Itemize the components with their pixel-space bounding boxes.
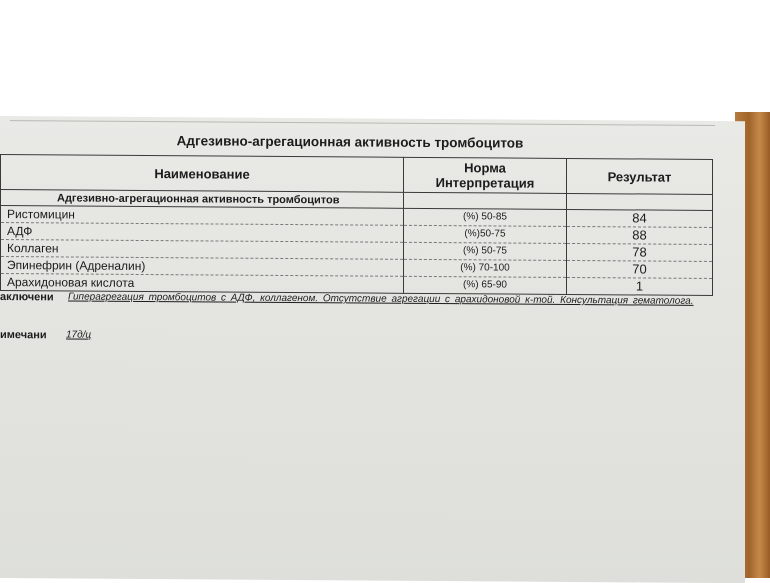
note-label: имечани bbox=[0, 329, 47, 342]
header-norm-line2: Интерпретация bbox=[435, 175, 535, 191]
row-result: 88 bbox=[567, 226, 713, 244]
conclusion-label: аключени bbox=[0, 291, 54, 304]
row-norm: (%) 50-75 bbox=[404, 242, 567, 260]
section-result-cell bbox=[567, 193, 713, 210]
row-result: 84 bbox=[567, 209, 713, 227]
row-name: Коллаген bbox=[1, 240, 404, 260]
note-text: 17д/ц bbox=[66, 329, 92, 341]
section-title: Адгезивно-агрегационная активность тромбоцитов bbox=[1, 190, 404, 209]
header-result: Результат bbox=[567, 158, 713, 194]
row-result: 78 bbox=[567, 243, 713, 261]
row-name: Эпинефрин (Адреналин) bbox=[1, 257, 404, 277]
header-norm-line1: Норма bbox=[464, 160, 506, 176]
row-name: Ристомицин bbox=[1, 206, 404, 226]
document-title: Адгезивно-агрегационная активность тромбоцитов bbox=[176, 133, 524, 151]
table-header-row bbox=[1, 155, 713, 195]
row-norm: (%)50-75 bbox=[404, 225, 567, 243]
row-result: 1 bbox=[567, 277, 713, 295]
row-result: 70 bbox=[567, 260, 713, 278]
row-name: АДФ bbox=[1, 223, 404, 243]
row-norm: (%) 65-90 bbox=[404, 276, 567, 294]
sheet-top-divider bbox=[10, 120, 715, 126]
blank-area bbox=[0, 0, 770, 116]
conclusion-text: Гиперагрегация тромбоцитов с АДФ, коллагеном. Отсутствие агрегации с арахидоновой к-той. Консультация гематолога. bbox=[68, 291, 694, 307]
row-norm: (%) 70-100 bbox=[404, 259, 567, 277]
header-norm bbox=[404, 157, 567, 193]
lab-report-sheet bbox=[0, 116, 745, 583]
header-name: Наименование bbox=[1, 155, 404, 193]
section-norm-cell bbox=[404, 192, 567, 209]
results-table bbox=[0, 154, 713, 296]
row-name: Арахидоновая кислота bbox=[1, 274, 404, 294]
row-norm: (%) 50-85 bbox=[404, 208, 567, 226]
